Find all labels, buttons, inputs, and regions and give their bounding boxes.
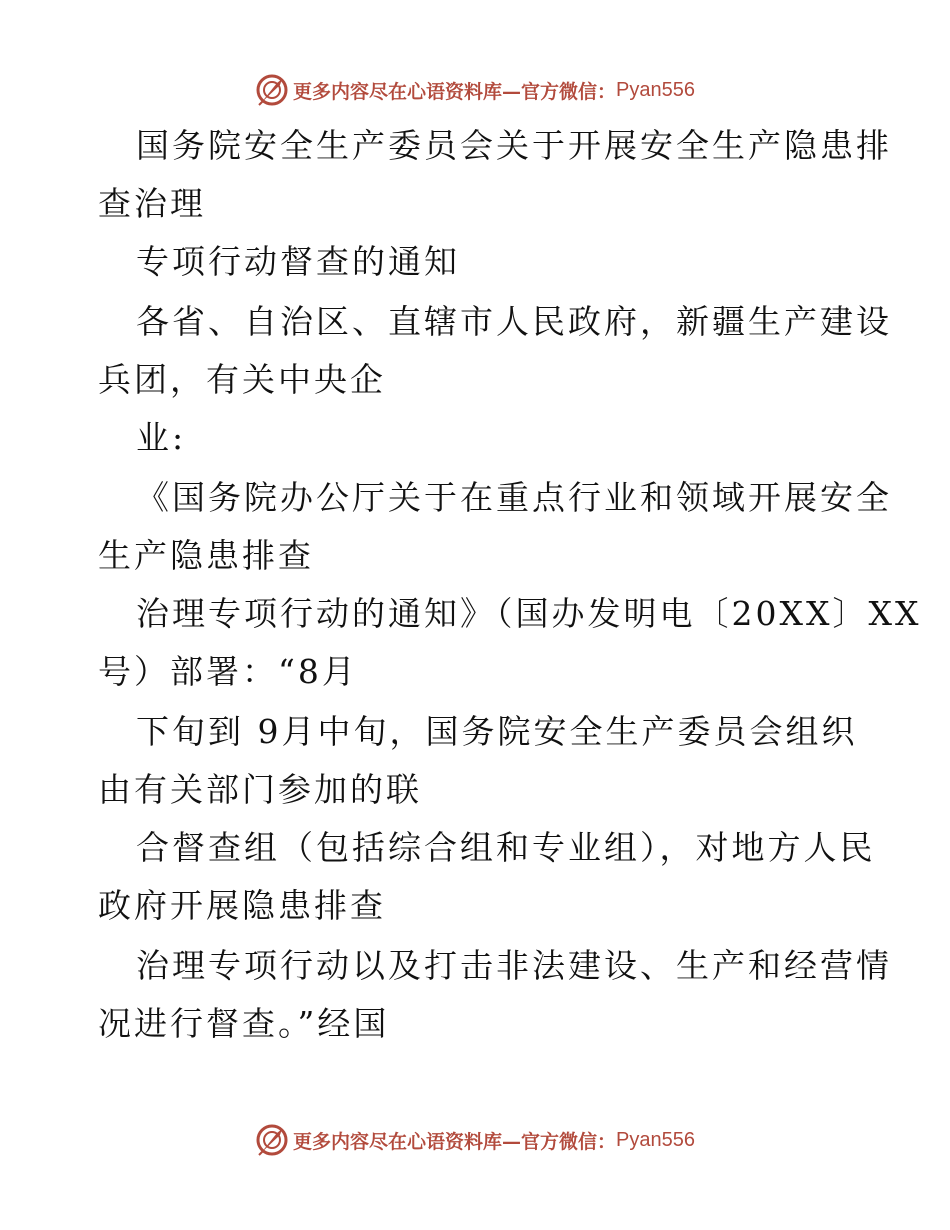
doc-line: 治理专项行动的通知》（国办发明电〔20XX〕XX: [136, 594, 922, 633]
doc-line: 业:: [136, 418, 187, 457]
doc-line: 由有关部门参加的联: [98, 770, 422, 809]
banner-text: 更多内容尽在心语资料库—官方微信：: [293, 1130, 617, 1153]
footer-banner: [0, 1120, 950, 1160]
doc-line: 专项行动督查的通知: [136, 242, 460, 281]
doc-line: 治理专项行动以及打击非法建设、生产和经营情: [136, 946, 892, 985]
doc-line: 况进行督查。”经国: [98, 1004, 390, 1043]
doc-line: 国务院安全生产委员会关于开展安全生产隐患排: [136, 126, 892, 165]
doc-line: 《国务院办公厅关于在重点行业和领域开展安全: [136, 478, 892, 517]
doc-line: 生产隐患排查: [98, 536, 314, 575]
quill-seal-icon: [255, 1123, 289, 1157]
doc-line: 查治理: [98, 184, 206, 223]
quill-seal-icon: [255, 73, 289, 107]
banner-account: Pyan556: [616, 78, 695, 101]
banner-text: 更多内容尽在心语资料库—官方微信：: [293, 80, 617, 103]
doc-line: 号）部署：“8月: [98, 652, 358, 691]
doc-line: 各省、自治区、直辖市人民政府，新疆生产建设: [136, 302, 892, 341]
doc-line: 下旬到 9月中旬，国务院安全生产委员会组织: [136, 712, 858, 751]
banner-account: Pyan556: [616, 1128, 695, 1151]
header-banner: [0, 70, 950, 110]
doc-line: 合督查组（包括综合组和专业组），对地方人民: [136, 828, 876, 867]
doc-line: 兵团，有关中央企: [98, 360, 386, 399]
doc-line: 政府开展隐患排查: [98, 886, 386, 925]
